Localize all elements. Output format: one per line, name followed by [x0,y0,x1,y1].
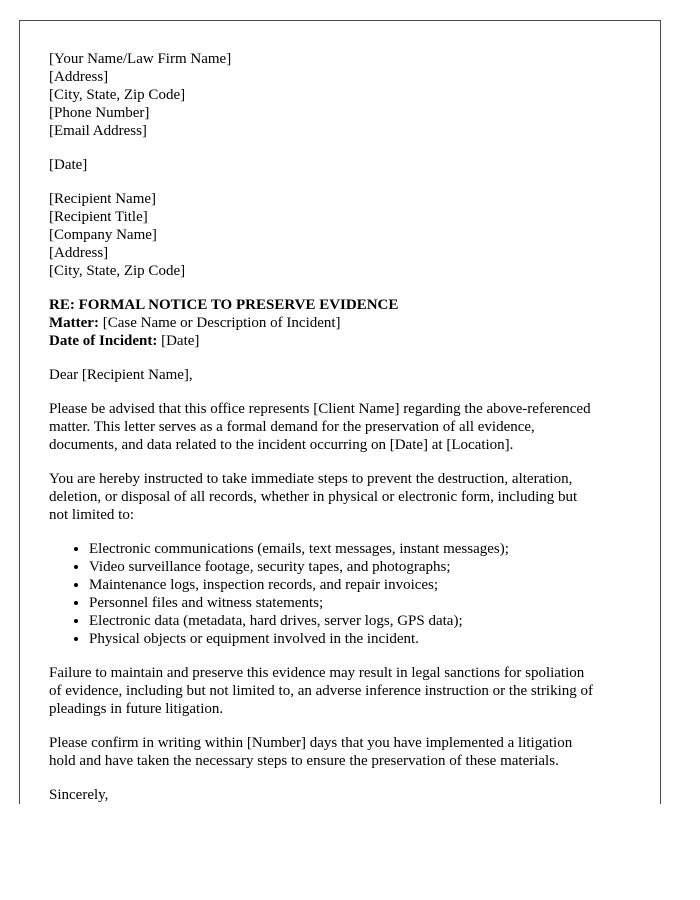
paragraph-line: Failure to maintain and preserve this evidence may result in legal sanctions for spoliation [49,665,585,681]
sender-phone: [Phone Number] [49,105,150,121]
recipient-company: [Company Name] [49,227,157,243]
re-title: RE: FORMAL NOTICE TO PRESERVE EVIDENCE [49,297,399,313]
paragraph-line: pleadings in future litigation. [49,701,224,717]
sender-address: [Address] [49,69,109,85]
matter-label: Matter: [49,315,99,331]
list-item: • Maintenance logs, inspection records, and repair invoices; [89,576,634,594]
incident-date-value: [Date] [157,333,200,349]
paragraph-line: hold and have taken the necessary steps to ensure the preservation of these materials. [49,753,559,769]
list-item: • Physical objects or equipment involved in the incident. [89,630,634,648]
recipient-title: [Recipient Title] [49,209,148,225]
list-item: • Personnel files and witness statements; [89,594,634,612]
matter-line [49,314,634,332]
matter-value: [Case Name or Description of Incident] [98,315,341,331]
re-block [49,296,634,350]
recipient-city-state-zip: [City, State, Zip Code] [49,263,186,279]
paragraph-line: documents, and data related to the incident occurring on [Date] at [Location]. [49,437,514,453]
paragraph-sanctions [49,664,634,718]
letter-date: [Date] [49,157,88,173]
sender-city-state-zip: [City, State, Zip Code] [49,87,186,103]
sender-name: [Your Name/Law Firm Name] [49,51,232,67]
sender-email: [Email Address] [49,123,147,139]
letter-page [19,20,661,804]
letter-content [49,50,634,804]
list-item: • Video surveillance footage, security tapes, and photographs; [89,558,634,576]
paragraph-line: Please be advised that this office represents [Client Name] regarding the above-referenced [49,401,591,417]
recipient-address: [Address] [49,245,109,261]
incident-date-label: Date of Incident: [49,333,158,349]
paragraph-line: not limited to: [49,507,134,523]
paragraph-confirmation [49,734,634,770]
paragraph-representation [49,400,634,454]
closing: Sincerely, [49,787,109,803]
incident-date-line [49,332,634,350]
paragraph-line: deletion, or disposal of all records, whether in physical or electronic form, including but [49,489,578,505]
sender-block [49,50,634,140]
paragraph-instruction [49,470,634,524]
paragraph-line: matter. This letter serves as a formal demand for the preservation of all evidence, [49,419,535,435]
list-item: • Electronic communications (emails, text messages, instant messages); [89,540,634,558]
paragraph-line: You are hereby instructed to take immediate steps to prevent the destruction, alteration, [49,471,573,487]
paragraph-line: Please confirm in writing within [Number] days that you have implemented a litigation [49,735,573,751]
recipient-block [49,190,634,280]
list-item: • Electronic data (metadata, hard drives, server logs, GPS data); [89,612,634,630]
evidence-list [49,540,634,648]
paragraph-line: of evidence, including but not limited to, an adverse inference instruction or the striking of [49,683,594,699]
recipient-name: [Recipient Name] [49,191,157,207]
salutation: Dear [Recipient Name], [49,367,193,383]
